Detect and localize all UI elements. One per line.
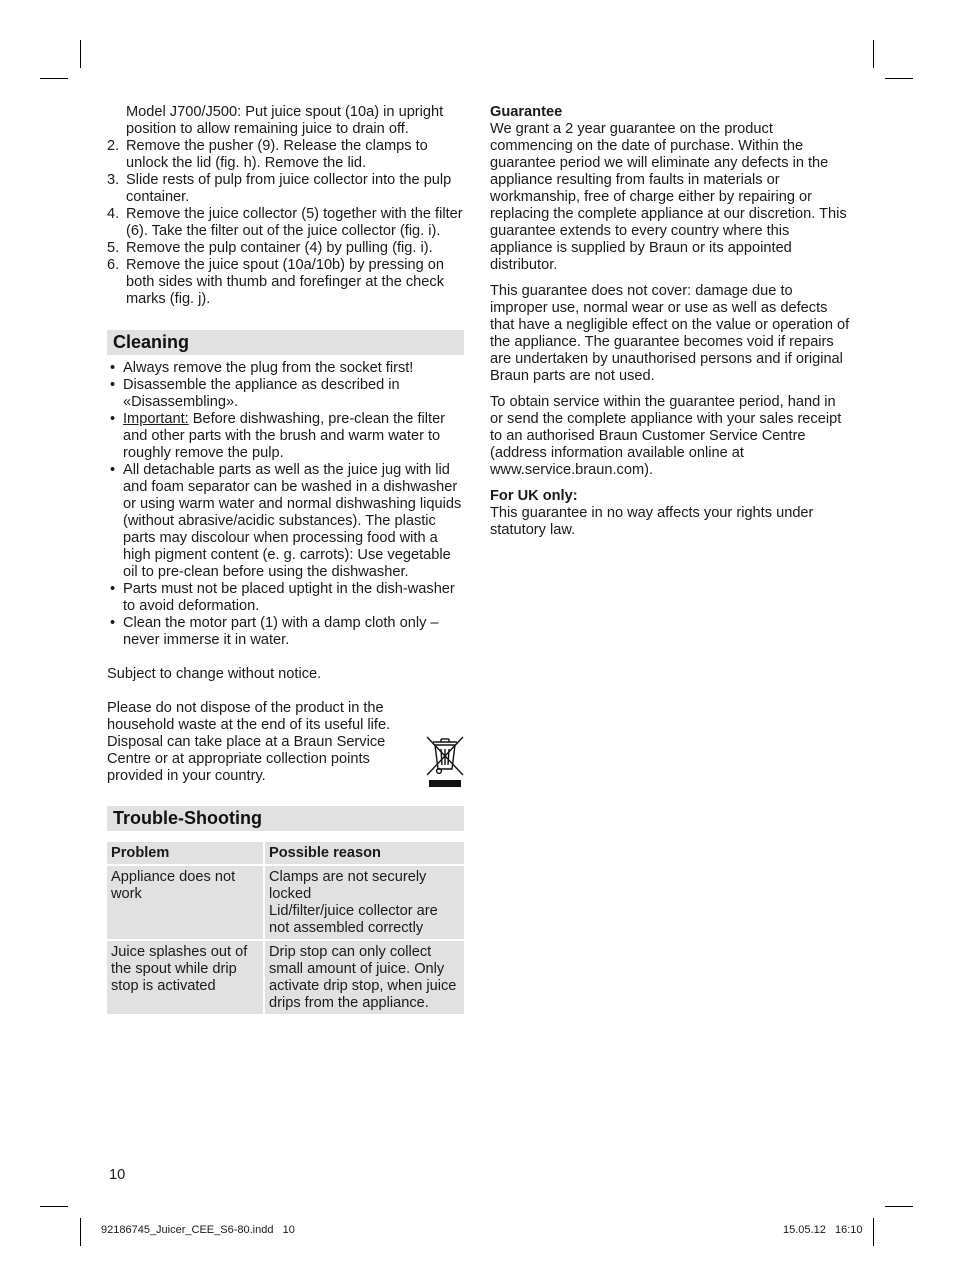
page-number: 10 <box>109 1167 126 1183</box>
left-column <box>107 104 464 1016</box>
file-slug: 92186745_Juicer_CEE_S6-80.indd 10 <box>101 1224 295 1236</box>
list-item: 4. Remove the juice collector (5) together with the filter (6). Take the filter out of the juice collector (fig. i). <box>107 206 463 239</box>
list-item: • Clean the motor part (1) with a damp cloth only – never immerse it in water. <box>110 615 439 648</box>
table-cell: Clamps are not securely locked Lid/filter/juice collector are not assembled correctly <box>265 866 464 939</box>
table-header: Possible reason <box>265 842 464 864</box>
disposal-text: Please do not dispose of the product in the household waste at the end of its useful life. Disposal can take place at a Braun Service Centre or at appropriate collection points provided in your country. <box>107 700 391 784</box>
crop-mark <box>80 40 81 68</box>
change-notice: Subject to change without notice. <box>107 666 322 682</box>
table-header-row <box>107 842 464 864</box>
trouble-shooting-table <box>105 840 466 1016</box>
crop-mark <box>885 78 913 79</box>
list-item: • Parts must not be placed uptight in the dish-washer to avoid deformation. <box>110 581 455 614</box>
guarantee-paragraph: This guarantee does not cover: damage due to improper use, normal wear or use as well as defects that have a negligible effect on the value or operation of the appliance. The guarantee becomes void if repairs are undertaken by unauthorised persons and if original Braun parts are not used. <box>490 283 850 384</box>
guarantee-paragraph: We grant a 2 year guarantee on the product commencing on the date of purchase. Within the guarantee period we will eliminate any defects in the appliance resulting from faults in materials or workmanship, free of charge either by repairing or replacing the complete appliance at our discretion. This guarantee extends to every country where this appliance is supplied by Braun or its appointed distributor. <box>490 121 847 273</box>
disassembly-steps <box>107 138 464 308</box>
table-row <box>107 941 464 1014</box>
table-row <box>107 866 464 939</box>
uk-heading: For UK only: <box>490 488 578 504</box>
table-cell: Appliance does not work <box>107 866 263 939</box>
list-item: 2. Remove the pusher (9). Release the clamps to unlock the lid (fig. h). Remove the lid. <box>107 138 428 171</box>
crop-mark <box>873 40 874 68</box>
guarantee-paragraph: To obtain service within the guarantee period, hand in or send the complete appliance with your sales receipt to an authorised Braun Customer Service Centre (address information available online at www.service.braun.com). <box>490 394 842 478</box>
crop-mark <box>40 1206 68 1207</box>
crop-mark <box>885 1206 913 1207</box>
important-label: Important: <box>123 411 189 427</box>
list-item: • Always remove the plug from the socket first! <box>110 360 414 376</box>
trouble-shooting-heading: Trouble-Shooting <box>107 806 464 831</box>
crossed-out-wheelie-bin-icon <box>425 735 465 789</box>
crop-mark <box>40 78 68 79</box>
list-item: 5. Remove the pulp container (4) by pulling (fig. i). <box>107 240 433 256</box>
list-item: • All detachable parts as well as the juice jug with lid and foam separator can be washed in a dishwasher or using warm water and normal dishwashing liquids (without abrasive/acidic substances). The plastic parts may discolour when processing food with a high pigment content (e. g. carrots): Use vegetable oil to pre-clean before using the dishwasher. <box>110 462 462 580</box>
table-header: Problem <box>107 842 263 864</box>
disassembly-continuation: Model J700/J500: Put juice spout (10a) in upright position to allow remaining juice to drain off. <box>126 104 444 137</box>
table-cell: Juice splashes out of the spout while drip stop is activated <box>107 941 263 1014</box>
crop-mark <box>80 1218 81 1246</box>
cleaning-list <box>107 360 464 649</box>
list-item: • Disassemble the appliance as described in «Disassembling». <box>110 377 400 410</box>
list-item: 6. Remove the juice spout (10a/10b) by pressing on both sides with thumb and forefinger at the check marks (fig. j). <box>107 257 445 307</box>
date-slug: 15.05.12 16:10 <box>783 1224 863 1236</box>
right-column <box>490 104 850 539</box>
cleaning-heading: Cleaning <box>107 330 464 355</box>
uk-paragraph: This guarantee in no way affects your rights under statutory law. <box>490 505 814 538</box>
table-cell: Drip stop can only collect small amount of juice. Only activate drip stop, when juice drips from the appliance. <box>265 941 464 1014</box>
guarantee-heading: Guarantee <box>490 104 563 120</box>
list-item: • Important: Before dishwashing, pre-clean the filter and other parts with the brush and warm water to roughly remove the pulp. <box>110 411 446 461</box>
list-item: 3. Slide rests of pulp from juice collector into the pulp container. <box>107 172 452 205</box>
crop-mark <box>873 1218 874 1246</box>
